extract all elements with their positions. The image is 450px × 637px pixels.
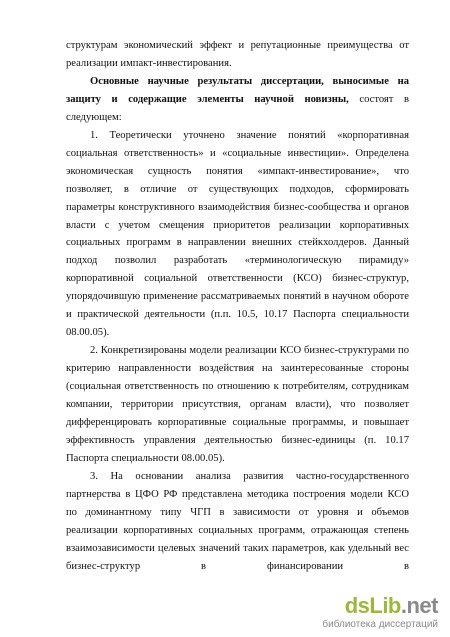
text-line: реализации корпоративных социальных программ, отражающая степень [66,524,409,536]
text-run: Основные научные результаты диссертации, выносимые на [90,75,409,87]
text-line: бизнес-структур в финансировании в [66,560,409,572]
text-line: критерию направленности воздействия на заинтересованные стороны [66,363,409,375]
text-line: 2. Конкретизированы модели реализации КСО бизнес-структурами по [90,345,409,357]
text-line: дифференцировать корпоративные социальные программы, и повышает [66,416,409,428]
text-line [66,92,409,107]
text-line: 3. На основании анализа развития частно-государственного [90,470,409,482]
text-line: партнерства в ЦФО РФ представлена методика построения модели КСО [66,488,409,500]
text-line: эффективность управления деятельностью бизнес-единицы (п. 10.17 [66,434,409,446]
text-line: социальных программ в направлении внешних стейкхолдеров. Данный [66,237,409,249]
text-line: подход позволил разработать «терминологическую пирамиду» [66,255,409,267]
text-line: и практической деятельности (п.п. 10.5, 10.17 Паспорта специальности [66,309,409,321]
text-line: упорядочившую применение рассматриваемых понятий в научном обороте [66,291,409,303]
text-line: позволяет, в отличие от существующих подходов, сформировать [66,183,409,195]
text-line: социальная ответственность» и «социальные инвестиции». Определена [66,147,409,159]
text-line: взаимозависимости целевых значений таких параметров, как удельный вес [66,542,409,554]
dslib-logo [345,593,438,619]
text-line: экономическая сущность понятия «импакт-инвестирование», что [66,165,409,177]
text-line: параметры конструктивного взаимодействия бизнес-сообщества и органов [66,201,409,213]
text-line: корпоративной социальной ответственности (КСО) бизнес-структур, [66,273,409,285]
text-line: (социальная ответственность по отношению к потребителям, сотрудникам [66,381,409,393]
watermark-subtitle: библиотека диссертаций [322,619,438,630]
text-run: состоят в [348,93,409,105]
text-run: защиту и содержащие элементы научной новизны, [66,93,349,105]
text-line: компании, территории присутствия, органам власти), что позволяет [66,399,409,410]
text-line: по доминантному типу ЧГП в зависимости от уровня и объемов [66,506,409,518]
text-line: реализации импакт-инвестирования. [66,57,232,69]
text-line: структурам экономический эффект и репутационные преимущества от [66,40,409,51]
text-line: Паспорта специальности 08.00.05). [66,452,225,464]
watermark [292,593,442,633]
text-line: власти с учетом смещения приоритетов реализации корпоративных [66,219,409,231]
logo-part-b: .net [400,593,438,618]
text-line: 08.00.05). [66,327,110,339]
text-line: следующем: [66,111,122,123]
text-line [90,74,409,89]
text-line: 1. Теоретически уточнено значение понятий «корпоративная [90,129,409,141]
logo-part-a: dsLib [344,593,401,618]
